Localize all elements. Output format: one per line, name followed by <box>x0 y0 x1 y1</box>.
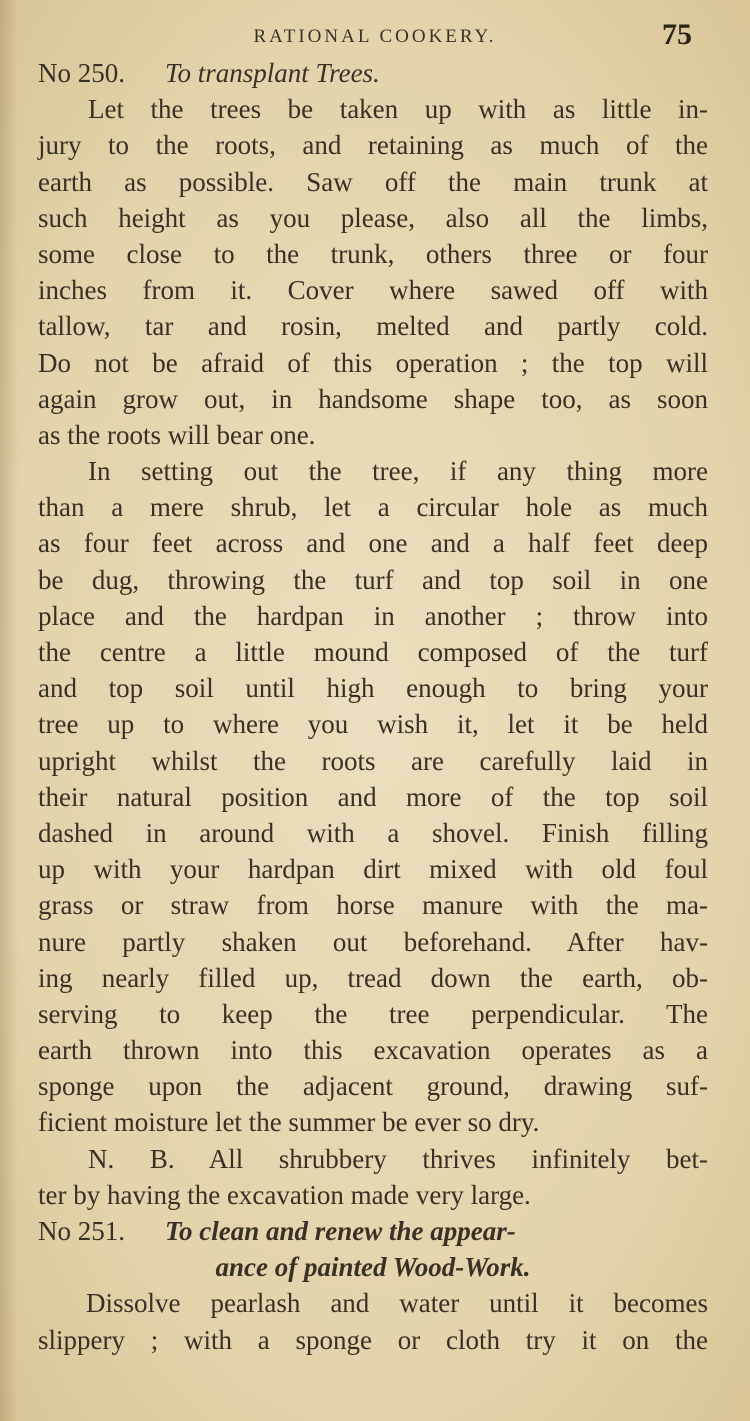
running-title: RATIONAL COOKERY. <box>253 26 497 47</box>
text-line: ing nearly filled up, tread down the earth, ob- <box>38 962 708 993</box>
text-line: jury to the roots, and retaining as much of the <box>38 130 708 161</box>
text-line: and top soil until high enough to bring your <box>38 673 708 704</box>
recipe-heading <box>38 55 708 91</box>
recipe-number: No 250. <box>38 58 125 88</box>
text-line: Let the trees be taken up with as little in- <box>88 94 708 125</box>
text-line: upright whilst the roots are carefully laid in <box>38 745 708 776</box>
recipe-title-continued <box>38 1249 708 1285</box>
page-gutter-shadow <box>0 0 18 1421</box>
text-line: tallow, tar and rosin, melted and partly cold. <box>38 311 708 342</box>
text-line: as four feet across and one and a half feet deep <box>38 528 708 559</box>
text-line: as the roots will bear one. <box>38 419 316 450</box>
page-header <box>0 18 750 52</box>
text-line: dashed in around with a shovel. Finish filling <box>38 817 708 848</box>
text-line: the centre a little mound composed of the turf <box>38 637 708 667</box>
text-line: sponge upon the adjacent ground, drawing suf- <box>38 1071 708 1102</box>
recipe-title: To transplant Trees. <box>165 58 380 88</box>
recipe-heading <box>38 1213 708 1249</box>
text-line: slippery ; with a sponge or cloth try it on the <box>38 1324 708 1355</box>
text-line: In setting out the tree, if any thing more <box>88 456 708 487</box>
text-line: place and the hardpan in another ; throw into <box>38 600 708 631</box>
text-line: N. B. All shrubbery thrives infinitely bet- <box>88 1143 708 1174</box>
text-line: ter by having the excavation made very large. <box>38 1179 531 1210</box>
text-line: Do not be afraid of this operation ; the top will <box>38 347 708 378</box>
text-line: Dissolve pearlash and water until it becomes <box>86 1288 708 1319</box>
recipe-number: No 251. <box>38 1216 125 1246</box>
text-line: tree up to where you wish it, let it be held <box>38 709 708 740</box>
text-line: earth thrown into this excavation operates as a <box>38 1035 708 1066</box>
text-line: than a mere shrub, let a circular hole as much <box>38 492 708 523</box>
text-line: up with your hardpan dirt mixed with old foul <box>38 854 708 885</box>
text-line: serving to keep the tree perpendicular. The <box>38 998 708 1029</box>
text-line: some close to the trunk, others three or four <box>38 238 708 269</box>
text-line: again grow out, in handsome shape too, as soon <box>38 383 708 414</box>
text-line: nure partly shaken out beforehand. After hav- <box>38 926 708 957</box>
text-line: grass or straw from horse manure with the ma- <box>38 890 708 921</box>
page-number: 75 <box>662 18 692 51</box>
recipe-title: To clean and renew the appear- <box>165 1216 516 1246</box>
text-line: such height as you please, also all the limbs, <box>38 202 708 233</box>
recipe-title-line2: ance of painted Wood-Work. <box>215 1252 531 1283</box>
text-line: ficient moisture let the summer be ever so dry. <box>38 1107 540 1138</box>
page-body <box>38 55 708 1358</box>
text-line: their natural position and more of the top soil <box>38 781 708 812</box>
text-line: earth as possible. Saw off the main trunk at <box>38 166 708 197</box>
text-line: inches from it. Cover where sawed off with <box>38 275 708 306</box>
text-line: be dug, throwing the turf and top soil in one <box>38 564 708 595</box>
